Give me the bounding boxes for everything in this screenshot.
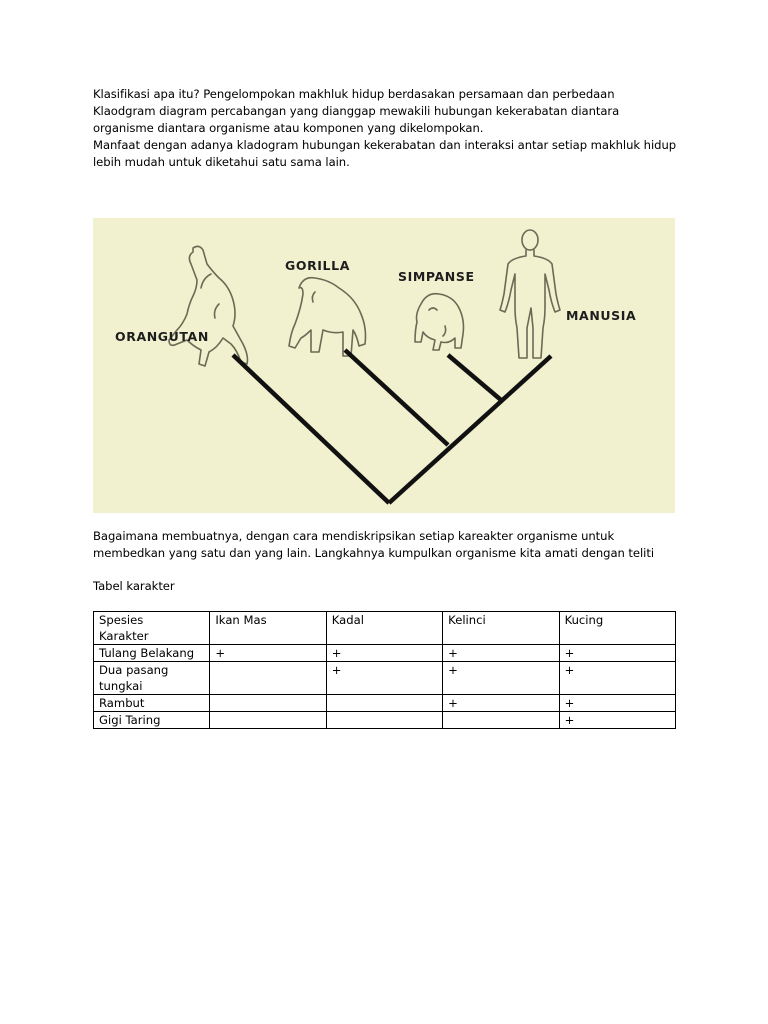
column-header: Kucing	[559, 612, 675, 645]
intro-line: organisme diantara organisme atau komponen yang dikelompokan.	[93, 121, 484, 135]
table-title-text: Tabel karakter	[93, 579, 175, 593]
taxon-label-gorilla: GORILLA	[285, 258, 350, 273]
intro-paragraph	[93, 86, 683, 171]
column-header: Kadal	[326, 612, 442, 645]
orangutan-branch	[233, 355, 389, 503]
header-corner-cell	[94, 612, 210, 645]
table-row	[94, 645, 676, 662]
cladogram-figure	[93, 218, 675, 513]
table-cell: +	[559, 712, 675, 729]
table-row	[94, 712, 676, 729]
cladogram-drawing	[93, 218, 675, 513]
chimpanzee-illustration	[415, 294, 464, 350]
row-label: Tulang Belakang	[94, 645, 210, 662]
table-cell: +	[210, 645, 326, 662]
intro-line: lebih mudah untuk diketahui satu sama lain.	[93, 155, 350, 169]
gorilla-illustration	[289, 278, 366, 356]
row-label-line: tungkai	[99, 679, 143, 693]
row-label-line: Dua pasang	[99, 663, 169, 677]
intro-line: Klaodgram diagram percabangan yang dianggap mewakili hubungan kekerabatan diantara	[93, 104, 620, 118]
character-table	[93, 611, 676, 729]
table-cell: +	[326, 662, 442, 695]
row-label	[94, 662, 210, 695]
row-label: Gigi Taring	[94, 712, 210, 729]
column-header: Kelinci	[443, 612, 559, 645]
method-line: membedkan yang satu dan yang lain. Langkahnya kumpulkan organisme kita amati dengan teliti	[93, 546, 655, 560]
gorilla-branch	[345, 350, 448, 445]
manusia-branch	[389, 356, 551, 503]
table-cell: +	[559, 695, 675, 712]
table-cell: +	[443, 695, 559, 712]
intro-line: Manfaat dengan adanya kladogram hubungan kekerabatan dan interaksi antar setiap makhluk hidup	[93, 138, 677, 152]
simpanse-branch	[448, 355, 501, 400]
table-cell	[443, 712, 559, 729]
orangutan-illustration	[169, 246, 248, 366]
taxon-label-manusia: MANUSIA	[566, 308, 637, 323]
table-cell	[210, 695, 326, 712]
row-label: Rambut	[94, 695, 210, 712]
intro-line: Klasifikasi apa itu? Pengelompokan makhluk hidup berdasakan persamaan dan perbedaan	[93, 87, 615, 101]
taxon-label-orangutan: ORANGUTAN	[115, 329, 209, 344]
table-cell: +	[443, 645, 559, 662]
table-header-row	[94, 612, 676, 645]
species-label: Spesies	[99, 613, 144, 627]
table-cell	[326, 695, 442, 712]
table-row	[94, 662, 676, 695]
table-cell	[210, 662, 326, 695]
method-line: Bagaimana membuatnya, dengan cara mendiskripsikan setiap kareakter organisme untuk	[93, 529, 615, 543]
table-cell: +	[443, 662, 559, 695]
method-paragraph	[93, 528, 683, 562]
table-cell: +	[559, 645, 675, 662]
table-row	[94, 695, 676, 712]
taxon-label-simpanse: SIMPANSE	[398, 269, 475, 284]
table-cell: +	[326, 645, 442, 662]
column-header: Ikan Mas	[210, 612, 326, 645]
cladogram-lines	[233, 350, 551, 503]
table-cell: +	[559, 662, 675, 695]
character-label: Karakter	[99, 629, 149, 643]
table-cell	[210, 712, 326, 729]
table-title	[93, 578, 683, 595]
table-cell	[326, 712, 442, 729]
human-illustration	[500, 230, 560, 358]
